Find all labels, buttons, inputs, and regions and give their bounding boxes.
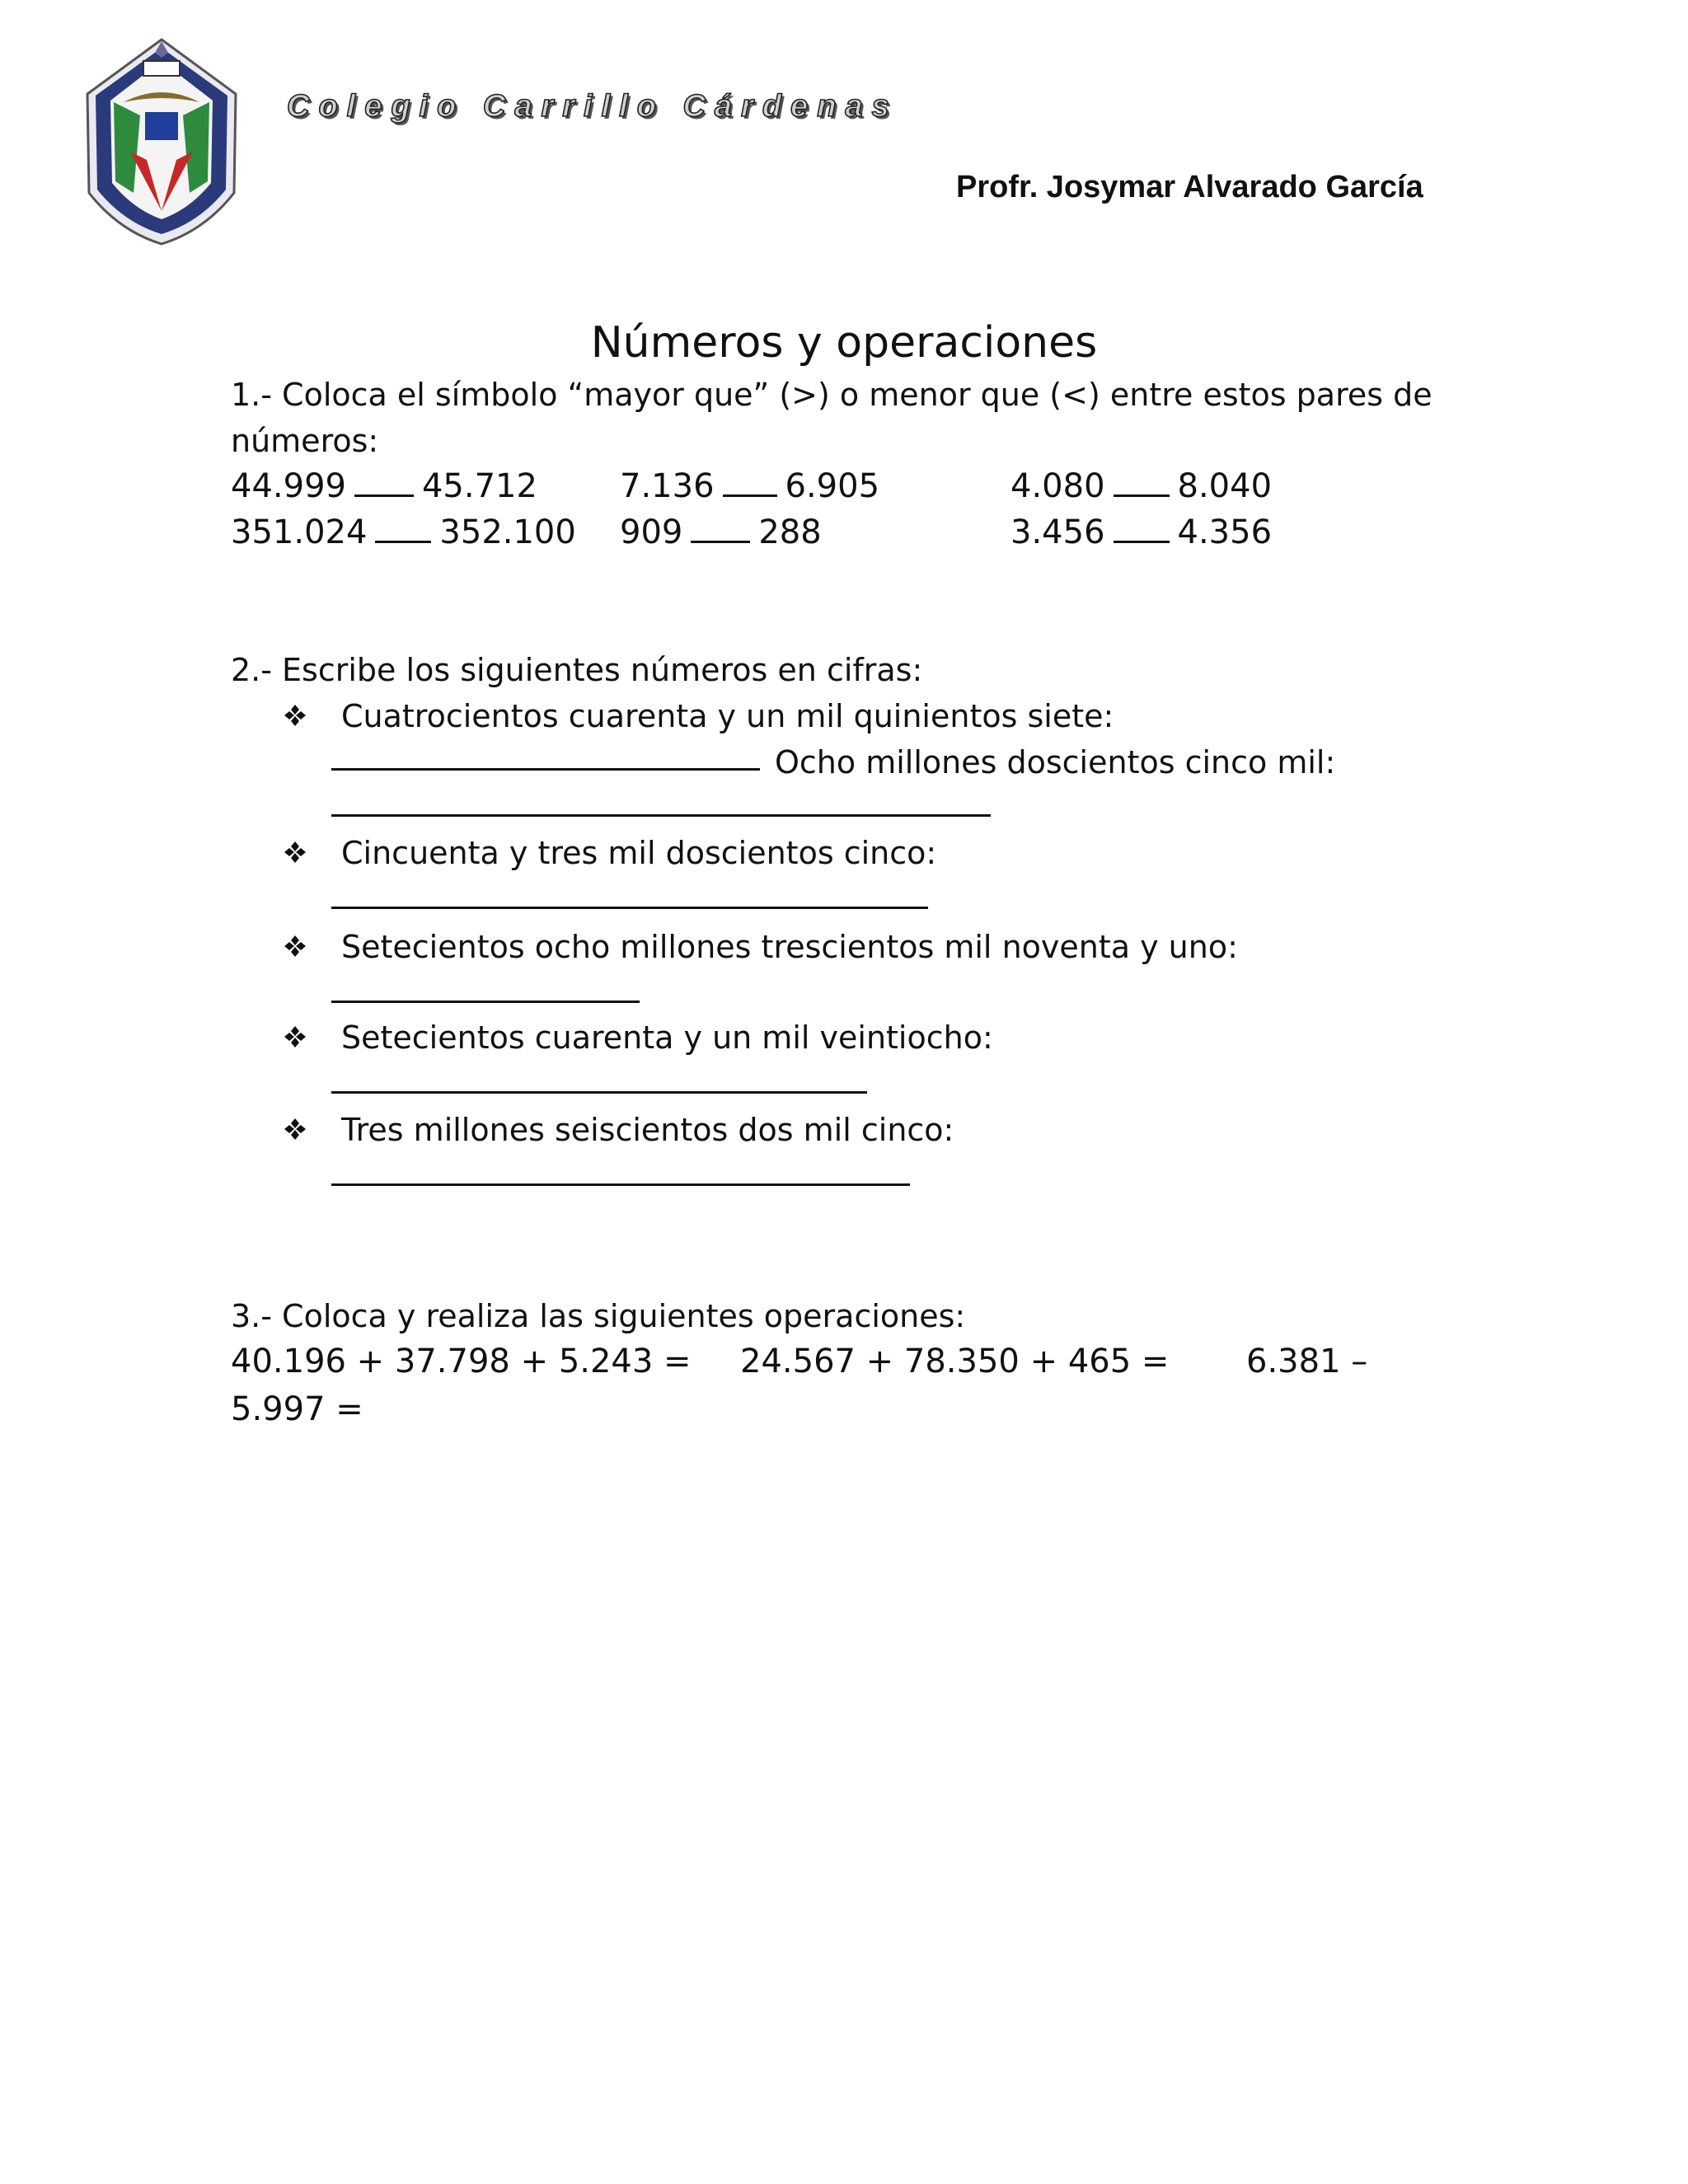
pair-left-value: 44.999 [231, 467, 346, 505]
answer-blank[interactable] [691, 540, 750, 543]
q2-item-4: Setecientos ocho millones trescientos mil noventa y uno: [341, 929, 1238, 965]
q3-operation-3-end: 5.997 = [231, 1390, 363, 1428]
pair-left-value: 351.024 [231, 513, 368, 551]
answer-line[interactable] [331, 814, 991, 817]
answer-blank[interactable] [375, 540, 431, 543]
school-name: Colegio Carrillo Cárdenas [287, 89, 898, 124]
q1-prompt-line2: números: [231, 423, 379, 459]
q3-operation-1: 40.196 + 37.798 + 5.243 = [231, 1343, 692, 1380]
q1-pair-6 [1010, 513, 1273, 551]
q1-pair-5 [620, 513, 822, 551]
q2-item-5: Setecientos cuarenta y un mil veintiocho: [341, 1019, 993, 1056]
answer-line[interactable] [331, 1091, 867, 1094]
pair-left-value: 7.136 [620, 467, 715, 505]
q1-pair-4 [231, 513, 576, 551]
q2-item-1: Cuatrocientos cuarenta y un mil quinientos siete: [341, 698, 1114, 734]
pair-right-value: 6.905 [785, 467, 880, 505]
pair-left-value: 909 [620, 513, 683, 551]
teacher-name: Profr. Josymar Alvarado García [956, 170, 1423, 204]
q2-prompt: 2.- Escribe los siguientes números en cifras: [231, 652, 923, 688]
q2-item-2: Ocho millones doscientos cinco mil: [775, 744, 1336, 780]
answer-blank[interactable] [723, 494, 777, 497]
diamond-bullet-icon [284, 1025, 307, 1048]
q1-pair-1 [231, 467, 537, 505]
diamond-bullet-icon [284, 1118, 307, 1141]
pair-left-value: 4.080 [1010, 467, 1105, 505]
q3-operation-3-start: 6.381 – [1246, 1343, 1368, 1380]
pair-left-value: 3.456 [1010, 513, 1105, 551]
answer-line[interactable] [331, 1001, 640, 1003]
pair-right-value: 45.712 [421, 467, 537, 505]
q2-item-6: Tres millones seiscientos dos mil cinco: [341, 1112, 954, 1148]
pair-right-value: 352.100 [439, 513, 576, 551]
answer-line[interactable] [331, 907, 928, 909]
diamond-bullet-icon [284, 841, 307, 864]
pair-right-value: 288 [758, 513, 822, 551]
answer-line[interactable] [331, 1183, 910, 1186]
q3-prompt: 3.- Coloca y realiza las siguientes operaciones: [231, 1298, 966, 1334]
q1-pair-2 [620, 467, 880, 505]
answer-blank[interactable] [1114, 494, 1170, 497]
q1-pair-3 [1010, 467, 1273, 505]
pair-right-value: 4.356 [1177, 513, 1273, 551]
q3-operation-2: 24.567 + 78.350 + 465 = [740, 1343, 1170, 1380]
q1-prompt-line1: 1.- Coloca el símbolo “mayor que” (>) o menor que (<) entre estos pares de [231, 377, 1432, 413]
answer-blank[interactable] [354, 494, 414, 497]
worksheet-title: Números y operaciones [590, 318, 1098, 368]
q2-item-3: Cincuenta y tres mil doscientos cinco: [341, 835, 937, 871]
diamond-bullet-icon [284, 935, 307, 958]
school-crest-logo [81, 36, 242, 247]
diamond-bullet-icon [284, 704, 307, 727]
answer-blank[interactable] [1114, 540, 1170, 543]
pair-right-value: 8.040 [1177, 467, 1273, 505]
answer-line[interactable] [331, 768, 760, 771]
